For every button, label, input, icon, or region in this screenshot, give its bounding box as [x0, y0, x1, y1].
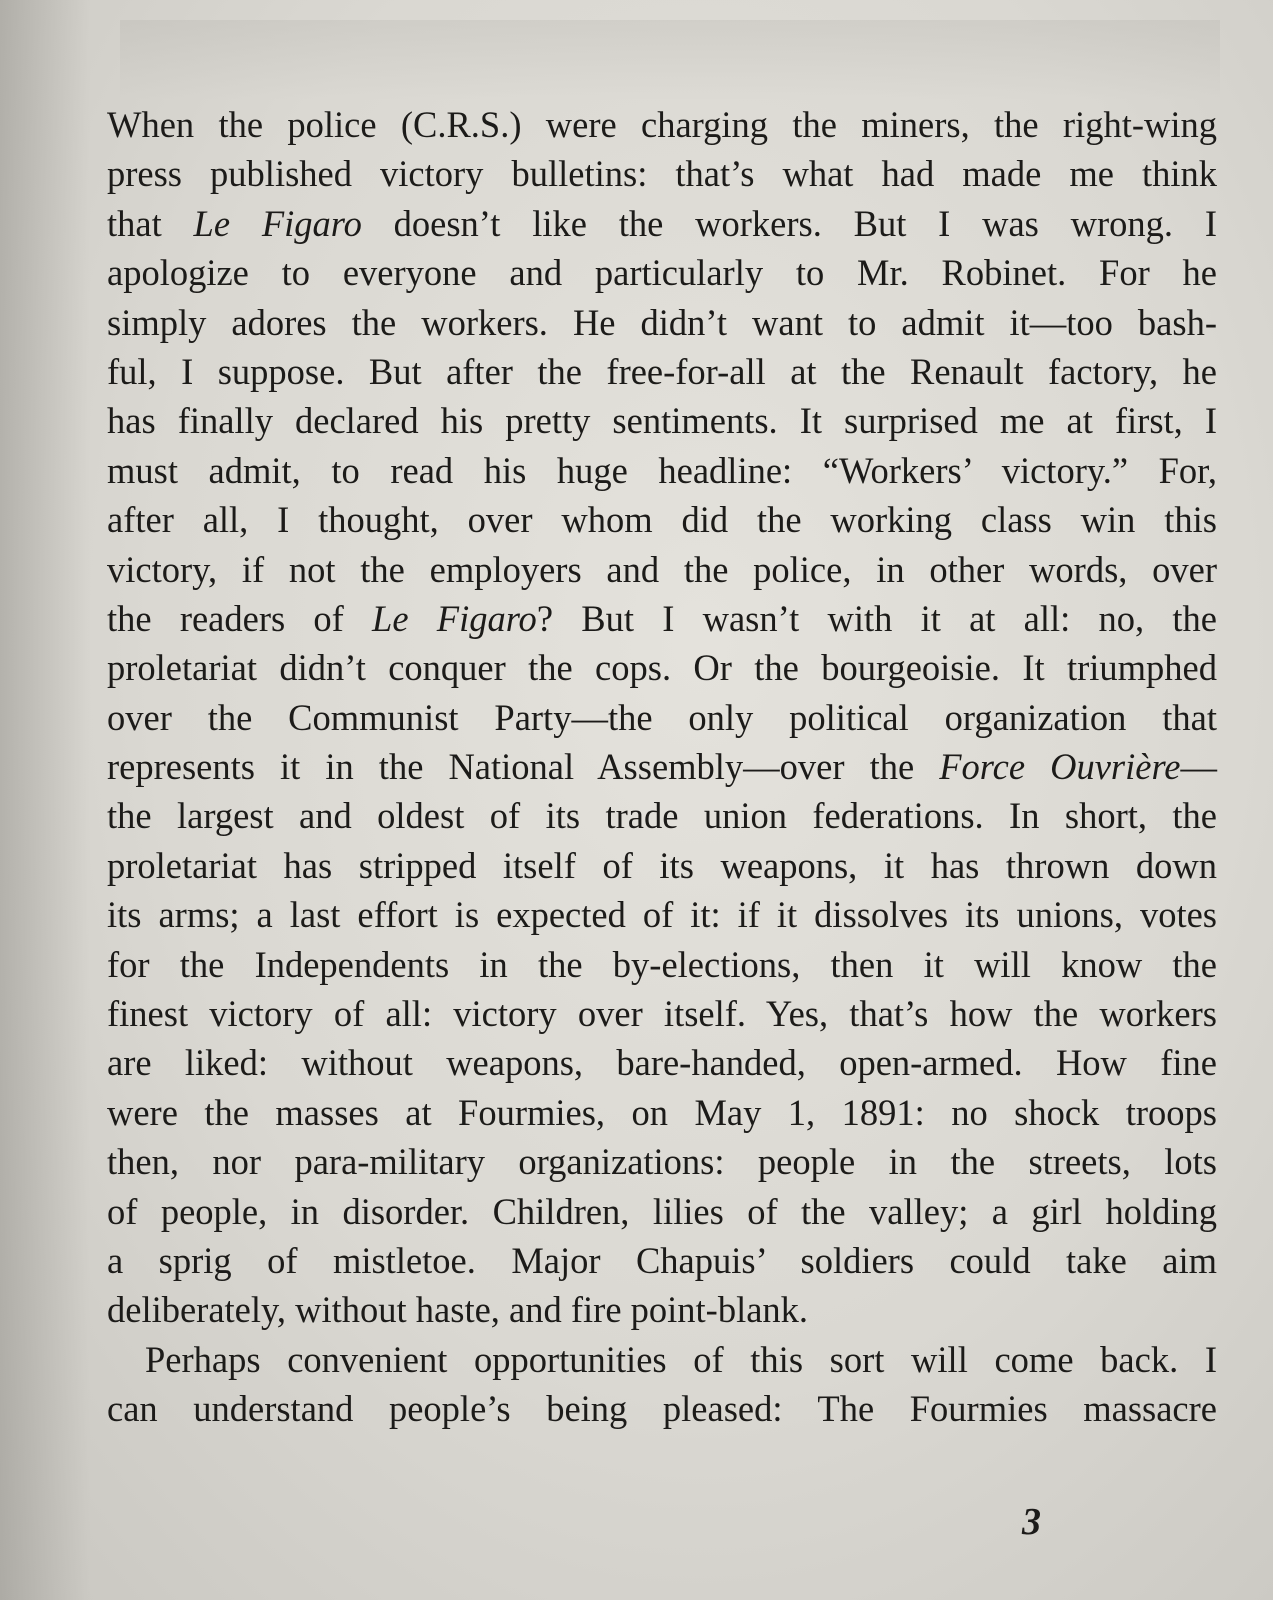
text-line — [107, 100, 1217, 149]
text-line — [107, 693, 1217, 742]
text-run: ful, I suppose. But after the free-for-all at the Renault factory, he — [107, 350, 1217, 392]
text-run: after all, I thought, over whom did the working class win this — [107, 499, 1217, 541]
text-run: doesn’t like the workers. But I was wrong. I — [361, 202, 1217, 244]
italic-text-run: Le Figaro — [372, 597, 537, 639]
italic-text-run: Force Ouvrière — [939, 746, 1181, 788]
text-line — [107, 1384, 1217, 1433]
text-line — [107, 446, 1217, 495]
text-run: the largest and oldest of its trade union federations. In short, the — [107, 795, 1217, 837]
text-run: When the police (C.R.S.) were charging the miners, the right-wing — [107, 104, 1217, 145]
text-line — [107, 643, 1217, 692]
text-line — [107, 248, 1217, 297]
text-run: press published victory bulletins: that’s what had made me think — [107, 153, 1217, 195]
text-run: deliberately, without haste, and fire point-blank. — [107, 1289, 809, 1331]
text-run: — — [1180, 746, 1218, 788]
text-run: has finally declared his pretty sentiments. It surprised me at first, I — [107, 400, 1217, 442]
text-line — [107, 149, 1217, 198]
text-line — [107, 989, 1217, 1038]
text-line — [107, 742, 1217, 791]
show-through-text — [120, 20, 1220, 100]
text-line — [107, 1335, 1217, 1384]
text-run: over the Communist Party—the only political organization that — [107, 696, 1217, 738]
text-line — [107, 545, 1217, 594]
page-number: 3 — [1022, 1501, 1041, 1543]
italic-text-run: Le Figaro — [193, 202, 362, 244]
text-line — [107, 791, 1217, 840]
text-line — [107, 940, 1217, 989]
text-run: that — [107, 202, 194, 244]
text-run: represents it in the National Assembly—over the — [107, 746, 940, 788]
text-run: proletariat has stripped itself of its weapons, it has thrown down — [107, 844, 1217, 886]
text-run: the readers of — [107, 597, 373, 639]
text-run: finest victory of all: victory over itself. Yes, that’s how the workers — [107, 993, 1217, 1035]
text-line — [107, 1088, 1217, 1137]
text-line — [107, 1038, 1217, 1087]
text-line — [107, 199, 1217, 248]
text-run: then, nor para-military organizations: people in the streets, lots — [107, 1141, 1217, 1183]
text-line — [107, 396, 1217, 445]
text-line — [107, 1187, 1217, 1236]
text-run: are liked: without weapons, bare-handed, open-armed. How fine — [107, 1042, 1217, 1084]
text-run: Perhaps convenient opportunities of this sort will come back. I — [145, 1338, 1217, 1380]
text-run: proletariat didn’t conquer the cops. Or the bourgeoisie. It triumphed — [107, 647, 1217, 689]
text-run: were the masses at Fourmies, on May 1, 1891: no shock troops — [107, 1091, 1217, 1133]
text-line — [107, 841, 1217, 890]
text-line — [107, 1137, 1217, 1186]
text-line — [107, 890, 1217, 939]
text-line — [107, 1236, 1217, 1285]
text-run: can understand people’s being pleased: The Fourmies massacre — [107, 1388, 1217, 1430]
text-run: victory, if not the employers and the police, in other words, over — [107, 548, 1217, 590]
text-run: of people, in disorder. Children, lilies of the valley; a girl holding — [107, 1190, 1217, 1232]
text-run: apologize to everyone and particularly to Mr. Robinet. For he — [107, 252, 1217, 294]
text-run: simply adores the workers. He didn’t want to admit it—too bash- — [107, 301, 1217, 343]
text-run: ? But I wasn’t with it at all: no, the — [536, 597, 1217, 639]
text-run: its arms; a last effort is expected of it: if it dissolves its unions, votes — [107, 894, 1217, 936]
text-line — [107, 347, 1217, 396]
gutter-shadow — [0, 0, 90, 1600]
body-text — [107, 100, 1217, 1434]
text-line — [107, 298, 1217, 347]
text-run: for the Independents in the by-elections, then it will know the — [107, 943, 1217, 985]
text-line — [107, 594, 1217, 643]
text-line — [107, 1285, 1217, 1334]
text-run: a sprig of mistletoe. Major Chapuis’ soldiers could take aim — [107, 1239, 1217, 1281]
text-line — [107, 495, 1217, 544]
text-run: must admit, to read his huge headline: “Workers’ victory.” For, — [107, 449, 1217, 491]
